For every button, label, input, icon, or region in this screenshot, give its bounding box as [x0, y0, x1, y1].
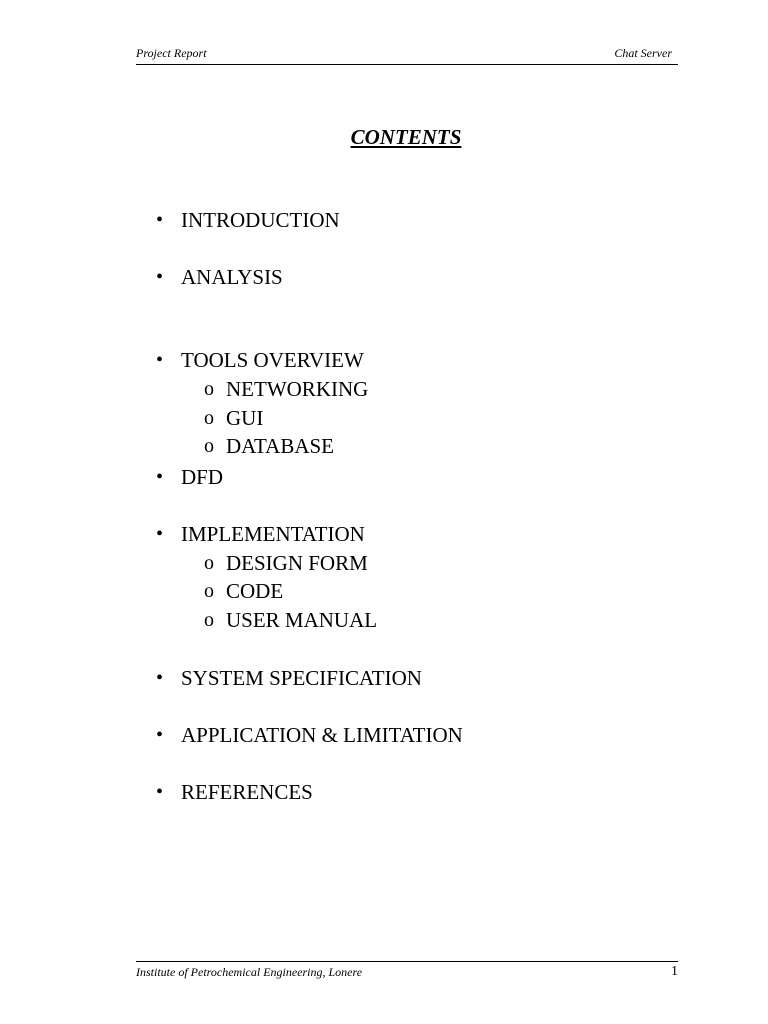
toc-subitem-label: DESIGN FORM: [226, 551, 368, 575]
toc-item-application-limitation: [156, 723, 463, 747]
toc-item-label: INTRODUCTION: [181, 208, 340, 232]
bullet-icon: •: [156, 466, 164, 488]
toc-subitem-gui: [204, 406, 264, 430]
toc-item-tools-overview: [156, 348, 364, 372]
circle-bullet-icon: o: [204, 407, 214, 429]
toc-subitem-design-form: [204, 551, 368, 575]
circle-bullet-icon: o: [204, 580, 214, 602]
bullet-icon: •: [156, 781, 164, 803]
toc-subitem-networking: [204, 377, 369, 401]
circle-bullet-icon: o: [204, 552, 214, 574]
toc-item-label: APPLICATION & LIMITATION: [181, 723, 463, 747]
footer-institute-text: Institute of Petrochemical Engineering, Lonere: [136, 965, 363, 979]
circle-bullet-icon: o: [204, 378, 214, 400]
toc-item-introduction: [156, 208, 340, 232]
page-footer: [136, 961, 678, 982]
toc-item-references: [156, 780, 313, 804]
page-number: 1: [671, 964, 678, 979]
toc-subitem-code: [204, 579, 284, 603]
bullet-icon: •: [156, 523, 164, 545]
toc-item-label: TOOLS OVERVIEW: [181, 348, 364, 372]
toc-subitem-user-manual: [204, 608, 378, 632]
toc-item-label: DFD: [181, 465, 224, 489]
toc-subitem-label: CODE: [226, 579, 284, 603]
circle-bullet-icon: o: [204, 435, 214, 457]
toc-subitem-label: GUI: [226, 406, 264, 430]
header-left-text: Project Report: [136, 46, 207, 60]
toc-subitem-database: [204, 434, 334, 458]
toc-item-label: IMPLEMENTATION: [181, 522, 365, 546]
page-header: [136, 46, 678, 65]
toc-item-analysis: [156, 265, 283, 289]
header-right-text: Chat Server: [614, 46, 672, 60]
bullet-icon: •: [156, 266, 164, 288]
toc-item-label: SYSTEM SPECIFICATION: [181, 666, 422, 690]
toc-item-dfd: [156, 465, 224, 489]
toc-item-system-specification: [156, 666, 422, 690]
contents-title: CONTENTS: [350, 125, 462, 149]
circle-bullet-icon: o: [204, 609, 214, 631]
toc-subitem-label: DATABASE: [226, 434, 334, 458]
toc-item-label: ANALYSIS: [181, 265, 283, 289]
toc-item-label: REFERENCES: [181, 780, 313, 804]
bullet-icon: •: [156, 349, 164, 371]
toc-item-implementation: [156, 522, 365, 546]
bullet-icon: •: [156, 209, 164, 231]
bullet-icon: •: [156, 724, 164, 746]
bullet-icon: •: [156, 667, 164, 689]
toc-subitem-label: USER MANUAL: [226, 608, 378, 632]
toc-subitem-label: NETWORKING: [226, 377, 369, 401]
